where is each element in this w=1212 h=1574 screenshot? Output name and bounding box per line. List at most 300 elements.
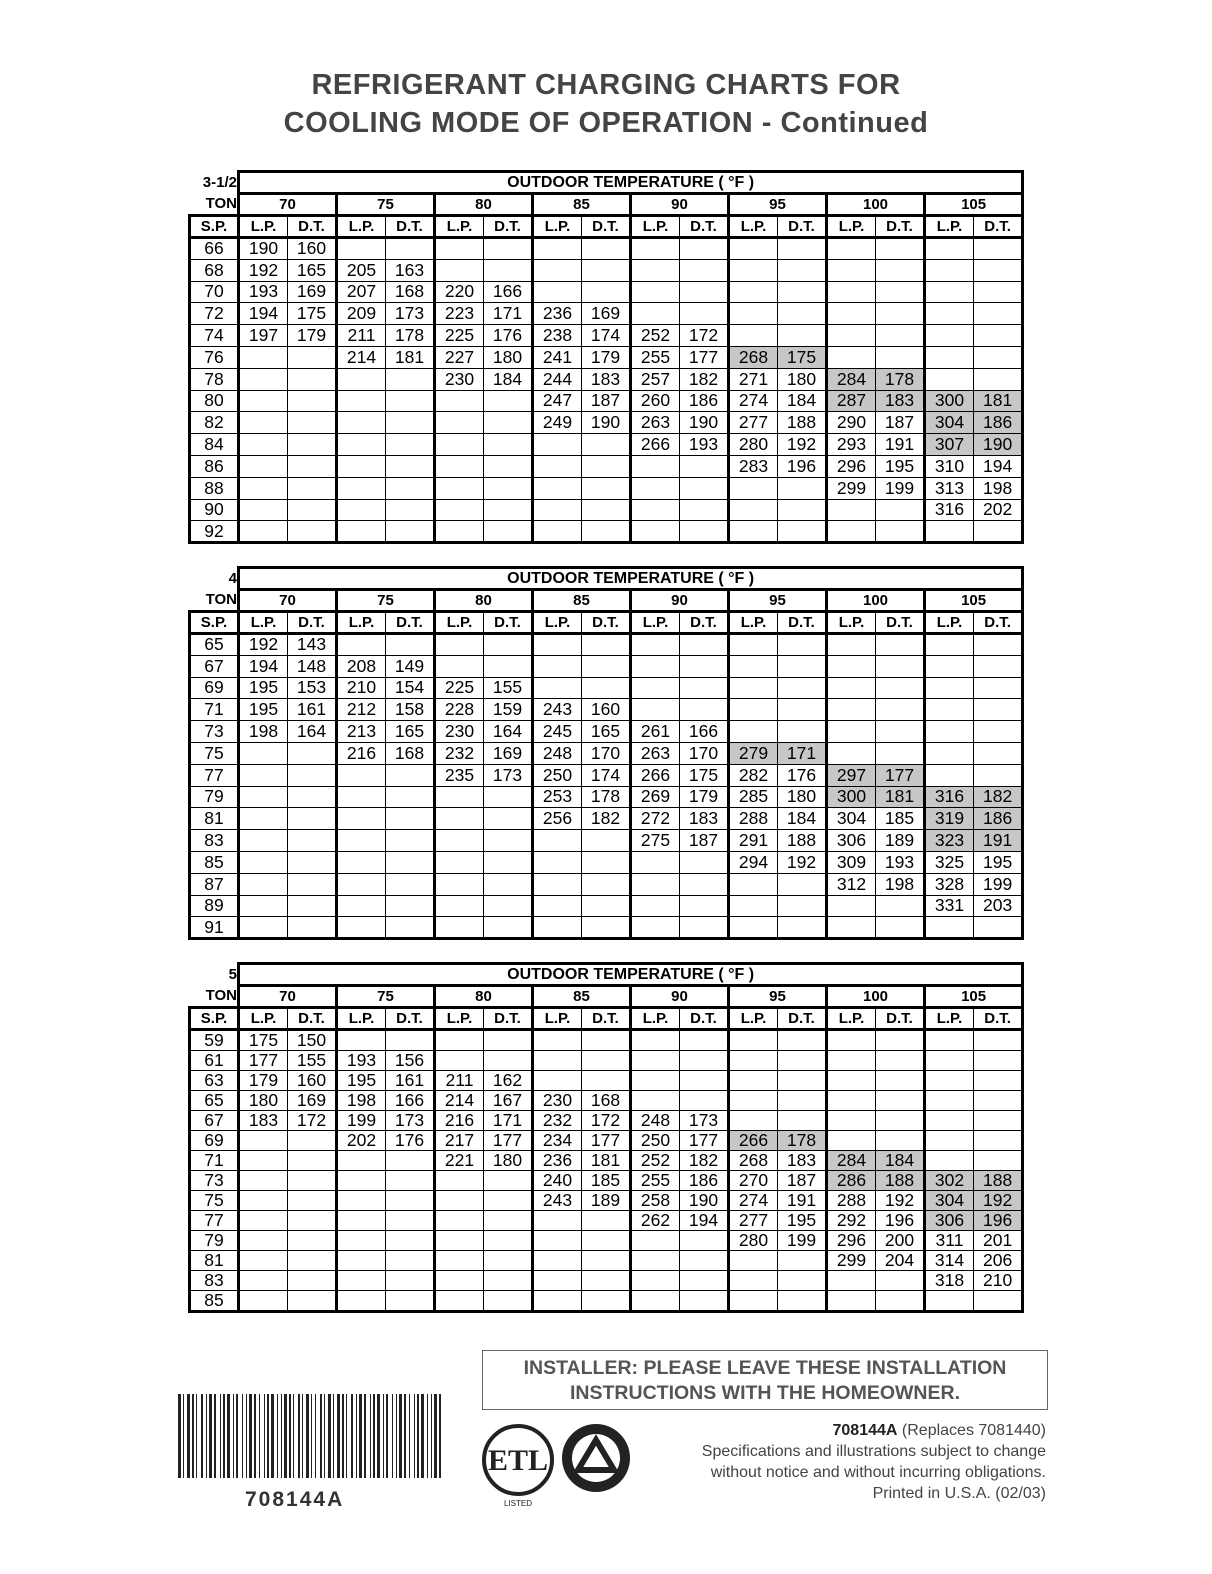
lp-cell (239, 1151, 288, 1171)
lp-cell (827, 346, 876, 368)
lp-label: L.P. (435, 612, 484, 634)
dt-label: D.T. (484, 612, 533, 634)
dt-cell: 165 (582, 721, 631, 743)
lp-cell: 252 (631, 325, 680, 347)
dt-cell (386, 786, 435, 808)
lp-cell (827, 303, 876, 325)
dt-cell: 160 (288, 238, 337, 260)
footer-line-2: Specifications and illustrations subject to change (701, 1443, 1046, 1460)
suction-pressure-label: S.P. (190, 612, 239, 634)
lp-cell (435, 521, 484, 543)
dt-cell: 204 (876, 1251, 925, 1271)
lp-cell: 190 (239, 238, 288, 260)
lp-cell (435, 238, 484, 260)
outdoor-temp-75: 75 (337, 986, 435, 1008)
dt-cell: 186 (974, 808, 1023, 830)
barcode-bar (259, 1394, 260, 1478)
lp-cell: 268 (729, 346, 778, 368)
lp-cell: 192 (239, 634, 288, 656)
dt-cell: 169 (288, 281, 337, 303)
dt-label: D.T. (778, 612, 827, 634)
barcode-bar (386, 1394, 388, 1478)
dt-cell: 188 (876, 1171, 925, 1191)
dt-cell (288, 1291, 337, 1312)
dt-cell: 196 (974, 1211, 1023, 1231)
dt-cell (288, 873, 337, 895)
lp-cell: 302 (925, 1171, 974, 1191)
suction-pressure-cell: 83 (190, 830, 239, 852)
dt-cell (778, 281, 827, 303)
dt-cell: 189 (582, 1191, 631, 1211)
suction-pressure-cell: 92 (190, 521, 239, 543)
lp-cell: 198 (337, 1091, 386, 1111)
outdoor-temp-70: 70 (239, 194, 337, 216)
lp-cell (925, 1111, 974, 1131)
lp-cell: 177 (239, 1051, 288, 1071)
dt-cell (386, 1271, 435, 1291)
lp-cell (925, 368, 974, 390)
dt-cell: 187 (876, 412, 925, 434)
lp-cell (729, 721, 778, 743)
dt-cell (974, 1030, 1023, 1051)
dt-cell (778, 873, 827, 895)
outdoor-temp-70: 70 (239, 986, 337, 1008)
dt-cell: 201 (974, 1231, 1023, 1251)
table-row (190, 521, 1023, 543)
dt-cell (680, 1030, 729, 1051)
lp-label: L.P. (827, 612, 876, 634)
suction-pressure-cell: 81 (190, 1251, 239, 1271)
dt-cell (876, 1111, 925, 1131)
charging-chart-4-ton (188, 566, 1024, 940)
dt-cell (386, 477, 435, 499)
dt-cell: 143 (288, 634, 337, 656)
dt-cell (484, 1030, 533, 1051)
barcode-bar (187, 1394, 190, 1478)
dt-cell: 183 (876, 390, 925, 412)
suction-pressure-label: S.P. (190, 216, 239, 238)
lp-cell (337, 764, 386, 786)
table-row (190, 1051, 1023, 1071)
lp-cell (631, 677, 680, 699)
lp-cell: 286 (827, 1171, 876, 1191)
barcode-bar (373, 1394, 375, 1478)
barcode-bar (242, 1394, 243, 1478)
dt-cell: 177 (582, 1131, 631, 1151)
lp-cell (925, 764, 974, 786)
lp-cell (435, 1211, 484, 1231)
dt-cell: 180 (778, 786, 827, 808)
lp-cell: 210 (337, 677, 386, 699)
dt-cell: 164 (288, 721, 337, 743)
suction-pressure-cell: 72 (190, 303, 239, 325)
lp-cell (533, 281, 582, 303)
lp-cell (533, 1051, 582, 1071)
dt-cell: 186 (974, 412, 1023, 434)
dt-cell (876, 281, 925, 303)
lp-cell (239, 368, 288, 390)
lp-label: L.P. (533, 216, 582, 238)
dt-cell: 184 (876, 1151, 925, 1171)
lp-cell: 319 (925, 808, 974, 830)
lp-cell (239, 412, 288, 434)
lp-cell: 252 (631, 1151, 680, 1171)
table-row (190, 1151, 1023, 1171)
dt-cell (386, 368, 435, 390)
dt-cell (680, 917, 729, 939)
lp-cell (435, 477, 484, 499)
lp-cell (435, 917, 484, 939)
lp-cell (337, 1231, 386, 1251)
dt-cell (974, 281, 1023, 303)
lp-cell: 230 (435, 721, 484, 743)
suction-pressure-cell: 77 (190, 1211, 239, 1231)
dt-cell: 206 (974, 1251, 1023, 1271)
lp-cell (631, 895, 680, 917)
lp-cell (631, 1030, 680, 1051)
dt-cell: 188 (778, 830, 827, 852)
dt-cell: 170 (680, 742, 729, 764)
dt-cell: 210 (974, 1271, 1023, 1291)
lp-cell: 306 (827, 830, 876, 852)
dt-cell: 192 (974, 1191, 1023, 1211)
lp-cell: 260 (631, 390, 680, 412)
suction-pressure-cell: 70 (190, 281, 239, 303)
lp-cell: 256 (533, 808, 582, 830)
dt-cell: 186 (680, 1171, 729, 1191)
barcode-bar (409, 1394, 410, 1478)
lp-cell: 290 (827, 412, 876, 434)
dt-cell (680, 303, 729, 325)
barcode-bar (417, 1394, 419, 1478)
dt-cell (288, 499, 337, 521)
lp-cell (435, 634, 484, 656)
tonnage-size: 5 (228, 966, 237, 983)
lp-cell (827, 1291, 876, 1312)
dt-cell: 192 (876, 1191, 925, 1211)
barcode-bar (264, 1394, 265, 1478)
table-row (190, 1171, 1023, 1191)
dt-cell: 180 (484, 1151, 533, 1171)
barcode-bar (315, 1394, 316, 1478)
barcode-bar (328, 1394, 331, 1478)
lp-cell: 193 (337, 1051, 386, 1071)
outdoor-temp-90: 90 (631, 590, 729, 612)
dt-cell (974, 368, 1023, 390)
lp-cell (239, 764, 288, 786)
table-row (190, 1131, 1023, 1151)
lp-label: L.P. (337, 1008, 386, 1030)
outdoor-temp-95: 95 (729, 986, 827, 1008)
lp-cell (435, 1231, 484, 1251)
barcode-bar (183, 1394, 184, 1478)
dt-cell (582, 917, 631, 939)
lp-cell (239, 1231, 288, 1251)
table-row (190, 1231, 1023, 1251)
dt-cell (680, 1071, 729, 1091)
dt-cell: 148 (288, 655, 337, 677)
lp-label: L.P. (827, 1008, 876, 1030)
lp-cell (631, 873, 680, 895)
dt-cell: 181 (386, 346, 435, 368)
dt-cell: 166 (680, 721, 729, 743)
lp-cell: 243 (533, 1191, 582, 1211)
lp-cell (827, 677, 876, 699)
dt-cell (386, 390, 435, 412)
dt-cell: 181 (582, 1151, 631, 1171)
dt-cell (680, 477, 729, 499)
lp-cell (239, 346, 288, 368)
dt-cell: 178 (876, 368, 925, 390)
chart-table (188, 962, 1024, 1313)
dt-cell (386, 412, 435, 434)
lp-cell (631, 851, 680, 873)
lp-cell (239, 1271, 288, 1291)
lp-cell: 230 (435, 368, 484, 390)
table-row (190, 699, 1023, 721)
table-row (190, 434, 1023, 456)
outdoor-temp-105: 105 (925, 986, 1023, 1008)
dt-cell (484, 521, 533, 543)
dt-cell: 179 (582, 346, 631, 368)
suction-pressure-cell: 73 (190, 1171, 239, 1191)
lp-cell: 235 (435, 764, 484, 786)
lp-cell (925, 259, 974, 281)
dt-cell (484, 634, 533, 656)
lp-cell (827, 917, 876, 939)
barcode-bar (178, 1394, 181, 1478)
dt-cell (876, 1071, 925, 1091)
lp-cell: 217 (435, 1131, 484, 1151)
barcode-bar (333, 1394, 334, 1478)
dt-cell (778, 1091, 827, 1111)
dt-cell (484, 1231, 533, 1251)
dt-label: D.T. (582, 216, 631, 238)
lp-cell: 197 (239, 325, 288, 347)
dt-cell (582, 873, 631, 895)
lp-cell: 232 (533, 1111, 582, 1131)
lp-cell: 230 (533, 1091, 582, 1111)
dt-cell (288, 434, 337, 456)
outdoor-temp-80: 80 (435, 590, 533, 612)
dt-cell (582, 1211, 631, 1231)
dt-cell (288, 1211, 337, 1231)
lp-cell (239, 1191, 288, 1211)
lp-cell: 240 (533, 1171, 582, 1191)
dt-cell: 202 (974, 499, 1023, 521)
dt-cell (778, 917, 827, 939)
dt-cell (386, 851, 435, 873)
lp-cell (827, 281, 876, 303)
lp-label: L.P. (533, 1008, 582, 1030)
lp-cell (729, 677, 778, 699)
lp-cell: 195 (239, 677, 288, 699)
dt-cell (876, 1030, 925, 1051)
suction-pressure-cell: 67 (190, 1111, 239, 1131)
dt-cell (386, 238, 435, 260)
lp-cell (729, 1251, 778, 1271)
dt-label: D.T. (288, 1008, 337, 1030)
dt-cell (680, 1051, 729, 1071)
dt-cell: 177 (484, 1131, 533, 1151)
lp-label: L.P. (729, 1008, 778, 1030)
dt-cell: 185 (582, 1171, 631, 1191)
lp-label: L.P. (337, 216, 386, 238)
lp-cell: 283 (729, 455, 778, 477)
lp-cell: 245 (533, 721, 582, 743)
lp-cell: 296 (827, 455, 876, 477)
dt-cell: 190 (680, 412, 729, 434)
table-row (190, 917, 1023, 939)
lp-cell: 216 (337, 742, 386, 764)
lp-cell: 205 (337, 259, 386, 281)
dt-cell (778, 699, 827, 721)
barcode-bar (392, 1394, 393, 1478)
table-row (190, 325, 1023, 347)
dt-cell: 176 (386, 1131, 435, 1151)
dt-cell: 194 (974, 455, 1023, 477)
lp-cell (435, 851, 484, 873)
lp-cell: 243 (533, 699, 582, 721)
lp-cell: 263 (631, 742, 680, 764)
lp-cell (533, 634, 582, 656)
dt-cell (484, 895, 533, 917)
dt-cell (778, 1051, 827, 1071)
dt-cell (288, 1271, 337, 1291)
dt-cell (484, 1051, 533, 1071)
table-row (190, 303, 1023, 325)
outdoor-temp-100: 100 (827, 194, 925, 216)
barcode-bar (223, 1394, 225, 1478)
dt-cell: 177 (876, 764, 925, 786)
dt-cell: 181 (876, 786, 925, 808)
lp-cell: 216 (435, 1111, 484, 1131)
lp-cell: 328 (925, 873, 974, 895)
lp-cell (435, 499, 484, 521)
lp-label: L.P. (435, 216, 484, 238)
lp-cell (827, 1131, 876, 1151)
dt-cell (288, 1131, 337, 1151)
dt-cell (876, 655, 925, 677)
lp-cell: 312 (827, 873, 876, 895)
chart-table (188, 170, 1024, 544)
table-row (190, 1030, 1023, 1051)
suction-pressure-cell: 68 (190, 259, 239, 281)
dt-cell: 171 (484, 1111, 533, 1131)
dt-cell (974, 1071, 1023, 1091)
lp-cell (533, 830, 582, 852)
outdoor-temperature-header: OUTDOOR TEMPERATURE ( °F ) (239, 568, 1023, 590)
lp-cell (925, 1071, 974, 1091)
dt-cell (778, 238, 827, 260)
dt-label: D.T. (680, 1008, 729, 1030)
dt-cell (680, 1291, 729, 1312)
table-row (190, 895, 1023, 917)
dt-cell (386, 455, 435, 477)
lp-cell (337, 521, 386, 543)
lp-cell (435, 873, 484, 895)
lp-cell (827, 634, 876, 656)
lp-cell: 270 (729, 1171, 778, 1191)
dt-cell: 188 (778, 412, 827, 434)
etl-listed-text: LISTED (503, 1499, 533, 1508)
dt-cell: 180 (778, 368, 827, 390)
lp-cell (239, 808, 288, 830)
dt-cell (974, 1051, 1023, 1071)
lp-cell (239, 917, 288, 939)
lp-cell (239, 830, 288, 852)
lp-cell: 194 (239, 303, 288, 325)
suction-pressure-cell: 82 (190, 412, 239, 434)
lp-cell (533, 1211, 582, 1231)
lp-label: L.P. (631, 1008, 680, 1030)
etl-text: ETL (487, 1444, 549, 1477)
lp-cell (631, 455, 680, 477)
dt-cell (288, 742, 337, 764)
table-row (190, 477, 1023, 499)
lp-cell (435, 455, 484, 477)
lp-cell (631, 699, 680, 721)
barcode-bar (206, 1394, 207, 1478)
lp-cell (337, 412, 386, 434)
lp-cell (337, 499, 386, 521)
lp-cell (631, 1291, 680, 1312)
barcode-bar (421, 1394, 424, 1478)
dt-cell (288, 1191, 337, 1211)
suction-pressure-cell: 75 (190, 1191, 239, 1211)
dt-cell (386, 1211, 435, 1231)
outdoor-temp-105: 105 (925, 590, 1023, 612)
aga-certification-icon (562, 1424, 630, 1492)
lp-cell (729, 699, 778, 721)
lp-cell (337, 808, 386, 830)
barcode-bar (201, 1394, 203, 1478)
lp-cell: 236 (533, 1151, 582, 1171)
lp-cell: 316 (925, 786, 974, 808)
dt-cell: 168 (386, 742, 435, 764)
dt-cell (680, 699, 729, 721)
barcode-bar (377, 1394, 380, 1478)
dt-cell (974, 699, 1023, 721)
dt-cell: 187 (680, 830, 729, 852)
dt-cell: 190 (582, 412, 631, 434)
lp-cell (435, 808, 484, 830)
dt-cell (386, 1251, 435, 1271)
barcode-bar (359, 1394, 362, 1478)
dt-cell (582, 455, 631, 477)
dt-cell (582, 1231, 631, 1251)
lp-cell (533, 434, 582, 456)
lp-cell (533, 238, 582, 260)
dt-cell (876, 742, 925, 764)
dt-cell: 182 (974, 786, 1023, 808)
dt-cell (484, 1211, 533, 1231)
barcode-bar (254, 1394, 256, 1478)
lp-cell (631, 1051, 680, 1071)
dt-cell (778, 1030, 827, 1051)
dt-cell (288, 390, 337, 412)
dt-cell: 194 (680, 1211, 729, 1231)
lp-cell: 294 (729, 851, 778, 873)
lp-cell: 180 (239, 1091, 288, 1111)
lp-cell (925, 677, 974, 699)
lp-cell (729, 1071, 778, 1091)
lp-cell: 288 (827, 1191, 876, 1211)
lp-cell: 194 (239, 655, 288, 677)
barcode-number: 708144A (245, 1488, 345, 1511)
dt-cell (680, 677, 729, 699)
lp-cell (827, 1030, 876, 1051)
